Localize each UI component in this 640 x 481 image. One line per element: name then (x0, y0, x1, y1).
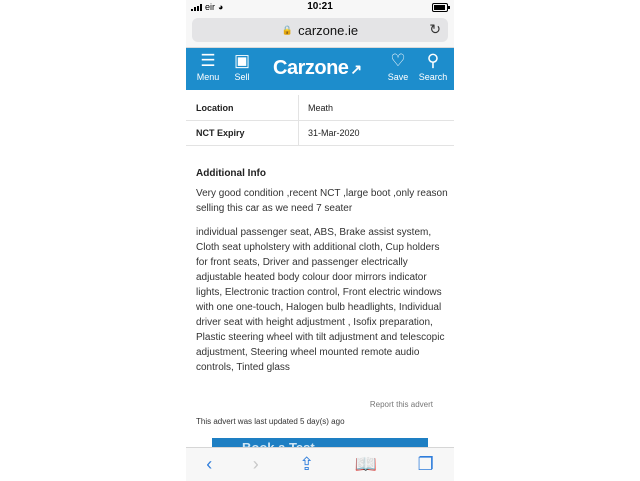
wifi-icon: ◕ (218, 2, 224, 12)
report-advert-link[interactable]: Report this advert (369, 400, 433, 409)
heart-icon: ♡ (390, 51, 406, 70)
browser-toolbar (186, 447, 454, 481)
search-label: Search (418, 72, 448, 82)
address-bar[interactable] (192, 18, 448, 42)
url-text: carzone.ie (298, 22, 359, 38)
sell-label: Sell (234, 72, 250, 82)
detail-key: NCT Expiry (196, 128, 245, 138)
battery-icon (432, 3, 448, 12)
sell-button[interactable] (222, 52, 262, 82)
status-bar (186, 0, 454, 14)
detail-value: 31-Mar-2020 (308, 128, 360, 138)
logo-text: Carzone (273, 57, 349, 79)
browser-address-area (186, 14, 454, 48)
reload-icon[interactable]: ↻ (429, 21, 441, 37)
tabs-icon[interactable]: ❐ (417, 454, 434, 474)
detail-row-location (186, 95, 454, 121)
share-icon[interactable]: ⇪ (299, 454, 315, 474)
column-divider (298, 120, 299, 145)
bookmarks-icon[interactable]: 📖 (354, 454, 378, 474)
save-button[interactable] (378, 52, 418, 82)
back-icon[interactable]: ‹ (206, 454, 213, 474)
camera-icon: ▣ (233, 51, 251, 70)
menu-label: Menu (196, 72, 220, 82)
logo-swoosh-icon: ↗ (350, 61, 362, 77)
description-text: Very good condition ,recent NCT ,large boot ,only reason selling this car as we need 7 seater (196, 188, 448, 214)
features-text: individual passenger seat, ABS, Brake assist system, Cloth seat upholstery with additional cloth, Cup holders for front seats, Driver and passenger electrically adjustable heated body colour door mirrors indicator lights, Electronic traction control, Front electric windows with one one-touch, Halogen bulb headlights, Individual driver seat with height adjustment , Isofix preparation, Plastic steering wheel with tilt adjustment and telescopic adjustment, Steering wheel mounted remote audio controls, Tinted glass (196, 227, 445, 373)
column-divider (298, 95, 299, 120)
search-button[interactable] (413, 52, 453, 82)
battery-fill (434, 5, 445, 10)
save-label: Save (387, 72, 409, 82)
detail-row-nct-expiry (186, 120, 454, 146)
lock-icon: 🔒 (281, 24, 294, 35)
clock: 10:21 (307, 1, 333, 12)
detail-value: Meath (308, 103, 334, 113)
search-icon: ⚲ (426, 51, 440, 70)
hamburger-icon: ☰ (200, 51, 216, 70)
additional-info-heading: Additional Info (196, 168, 266, 179)
listing-content (186, 90, 454, 447)
site-header (186, 48, 454, 90)
last-updated-text: This advert was last updated 5 day(s) ago (196, 417, 345, 426)
phone-screen (186, 0, 454, 480)
detail-key: Location (196, 103, 234, 113)
forward-icon[interactable]: › (252, 454, 259, 474)
carrier-name: eir (205, 2, 216, 12)
carzone-logo[interactable] (273, 57, 362, 80)
